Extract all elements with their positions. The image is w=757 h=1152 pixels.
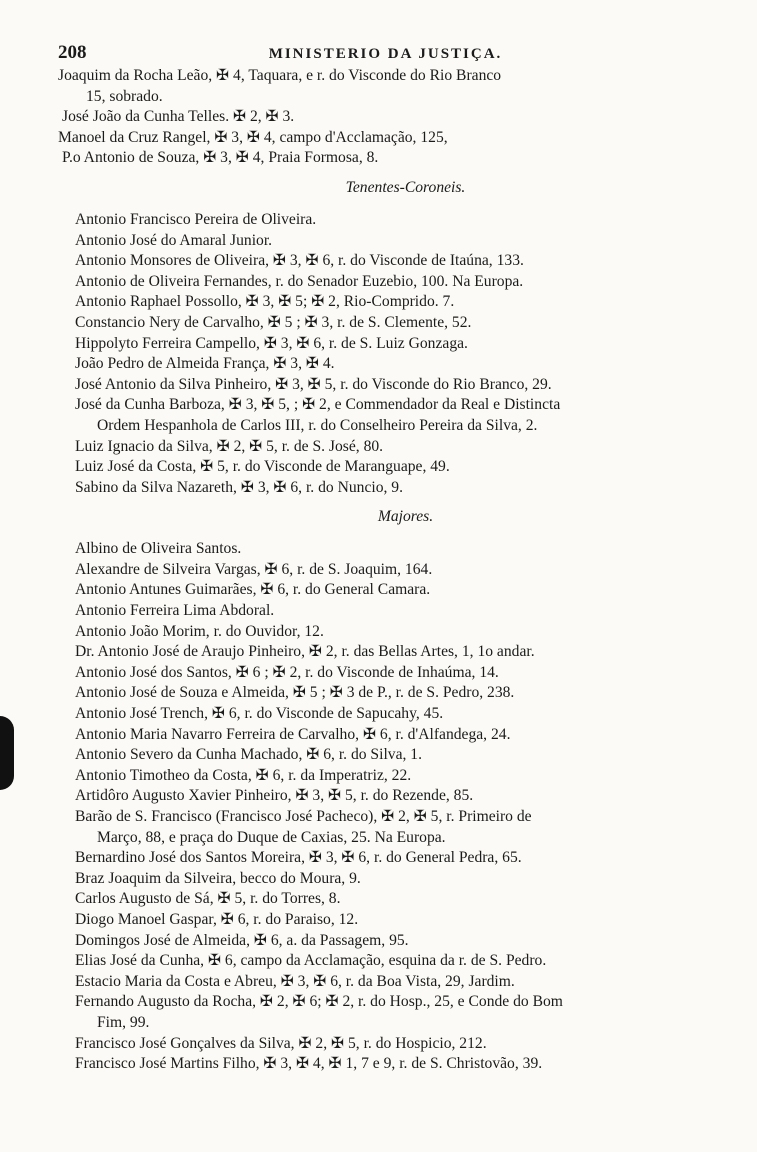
section-tenentes-coroneis: [58, 178, 713, 498]
list-item: Hippolyto Ferreira Campello, ✠ 3, ✠ 6, r. de S. Luiz Gonzaga.: [75, 334, 468, 352]
list-item: Bernardino José dos Santos Moreira, ✠ 3, ✠ 6, r. do General Pedra, 65.: [75, 849, 522, 867]
list-item: Antonio Monsores de Oliveira, ✠ 3, ✠ 6, r. do Visconde de Itaúna, 133.: [75, 252, 524, 270]
list-item: Antonio Francisco Pereira de Oliveira.: [75, 210, 317, 228]
list-item: José da Cunha Barboza, ✠ 3, ✠ 5, ; ✠ 2, e Commendador da Real e Distincta Ordem Hespanhola de Carlos III, r. do Conselheiro Pereira da Silva, 2.: [75, 396, 561, 434]
list-item: Diogo Manoel Gaspar, ✠ 6, r. do Paraiso, 12.: [75, 910, 359, 928]
list-item: Alexandre de Silveira Vargas, ✠ 6, r. de S. Joaquim, 164.: [75, 560, 433, 578]
list-item: José João da Cunha Telles. ✠ 2, ✠ 3.: [62, 108, 295, 126]
list-item: Antonio Raphael Possollo, ✠ 3, ✠ 5; ✠ 2, Rio-Comprido. 7.: [75, 293, 455, 311]
list-item: Antonio Severo da Cunha Machado, ✠ 6, r. do Silva, 1.: [75, 746, 422, 764]
list-item: Fernando Augusto da Rocha, ✠ 2, ✠ 6; ✠ 2, r. do Hosp., 25, e Conde do Bom Fim, 99.: [75, 993, 563, 1031]
list-item: Antonio Ferreira Lima Abdoral.: [75, 602, 275, 620]
list-item: Antonio João Morim, r. do Ouvidor, 12.: [75, 622, 324, 640]
list-item: Artidôro Augusto Xavier Pinheiro, ✠ 3, ✠ 5, r. do Rezende, 85.: [75, 787, 474, 805]
list-item: Manoel da Cruz Rangel, ✠ 3, ✠ 4, campo d'Acclamação, 125,: [58, 128, 448, 146]
list-item: Antonio de Oliveira Fernandes, r. do Senador Euzebio, 100. Na Europa.: [75, 272, 524, 290]
running-title: MINISTERIO DA JUSTIÇA.: [268, 46, 503, 62]
list-item: Joaquim da Rocha Leão, ✠ 4, Taquara, e r. do Visconde do Rio Branco 15, sobrado.: [58, 67, 502, 105]
list-item: José Antonio da Silva Pinheiro, ✠ 3, ✠ 5, r. do Visconde do Rio Branco, 29.: [75, 375, 552, 393]
list-item: P.o Antonio de Souza, ✠ 3, ✠ 4, Praia Formosa, 8.: [62, 149, 379, 167]
ink-blot: [0, 716, 14, 790]
list-item: Antonio José Trench, ✠ 6, r. do Visconde de Sapucahy, 45.: [75, 705, 444, 723]
list-item: Carlos Augusto de Sá, ✠ 5, r. do Torres, 8.: [75, 890, 341, 908]
section-majores: [58, 507, 713, 1074]
list-item: Braz Joaquim da Silveira, becco do Moura, 9.: [75, 869, 361, 887]
list-item: Domingos José de Almeida, ✠ 6, a. da Passagem, 95.: [75, 931, 409, 949]
list-item: Francisco José Martins Filho, ✠ 3, ✠ 4, ✠ 1, 7 e 9, r. de S. Christovão, 39.: [75, 1055, 543, 1073]
list-item: João Pedro de Almeida França, ✠ 3, ✠ 4.: [75, 355, 335, 373]
page-number: 208: [58, 42, 87, 63]
list-item: Albino de Oliveira Santos.: [75, 540, 242, 558]
list-item: Dr. Antonio José de Araujo Pinheiro, ✠ 2, r. das Bellas Artes, 1, 1o andar.: [75, 643, 535, 661]
list-item: Barão de S. Francisco (Francisco José Pacheco), ✠ 2, ✠ 5, r. Primeiro de Março, 88, e praça do Duque de Caxias, 25. Na Europa.: [75, 808, 532, 846]
list-item: Elias José da Cunha, ✠ 6, campo da Acclamação, esquina da r. de S. Pedro.: [75, 952, 547, 970]
list-item: Antonio José de Souza e Almeida, ✠ 5 ; ✠ 3 de P., r. de S. Pedro, 238.: [75, 684, 515, 702]
list-item: Antonio Timotheo da Costa, ✠ 6, r. da Imperatriz, 22.: [75, 766, 412, 784]
list-item: Sabino da Silva Nazareth, ✠ 3, ✠ 6, r. do Nuncio, 9.: [75, 478, 403, 496]
list-item: Antonio José dos Santos, ✠ 6 ; ✠ 2, r. do Visconde de Inhaúma, 14.: [75, 663, 499, 681]
list-item: Luiz Ignacio da Silva, ✠ 2, ✠ 5, r. de S. José, 80.: [75, 437, 384, 455]
section-title: Majores.: [377, 508, 434, 526]
list-item: Antonio Maria Navarro Ferreira de Carvalho, ✠ 6, r. d'Alfandega, 24.: [75, 725, 511, 743]
list-item: Antonio Antunes Guimarães, ✠ 6, r. do General Camara.: [75, 581, 431, 599]
section-title: Tenentes-Coroneis.: [345, 178, 466, 196]
list-item: Luiz José da Costa, ✠ 5, r. do Visconde de Maranguape, 49.: [75, 458, 450, 476]
list-item: Francisco José Gonçalves da Silva, ✠ 2, ✠ 5, r. do Hospicio, 212.: [75, 1034, 487, 1052]
page-header: [58, 36, 713, 62]
list-item: Antonio José do Amaral Junior.: [75, 231, 273, 249]
list-item: Estacio Maria da Costa e Abreu, ✠ 3, ✠ 6, r. da Boa Vista, 29, Jardim.: [75, 972, 515, 990]
list-item: Constancio Nery de Carvalho, ✠ 5 ; ✠ 3, r. de S. Clemente, 52.: [75, 313, 472, 331]
intro-entries: [58, 66, 713, 169]
